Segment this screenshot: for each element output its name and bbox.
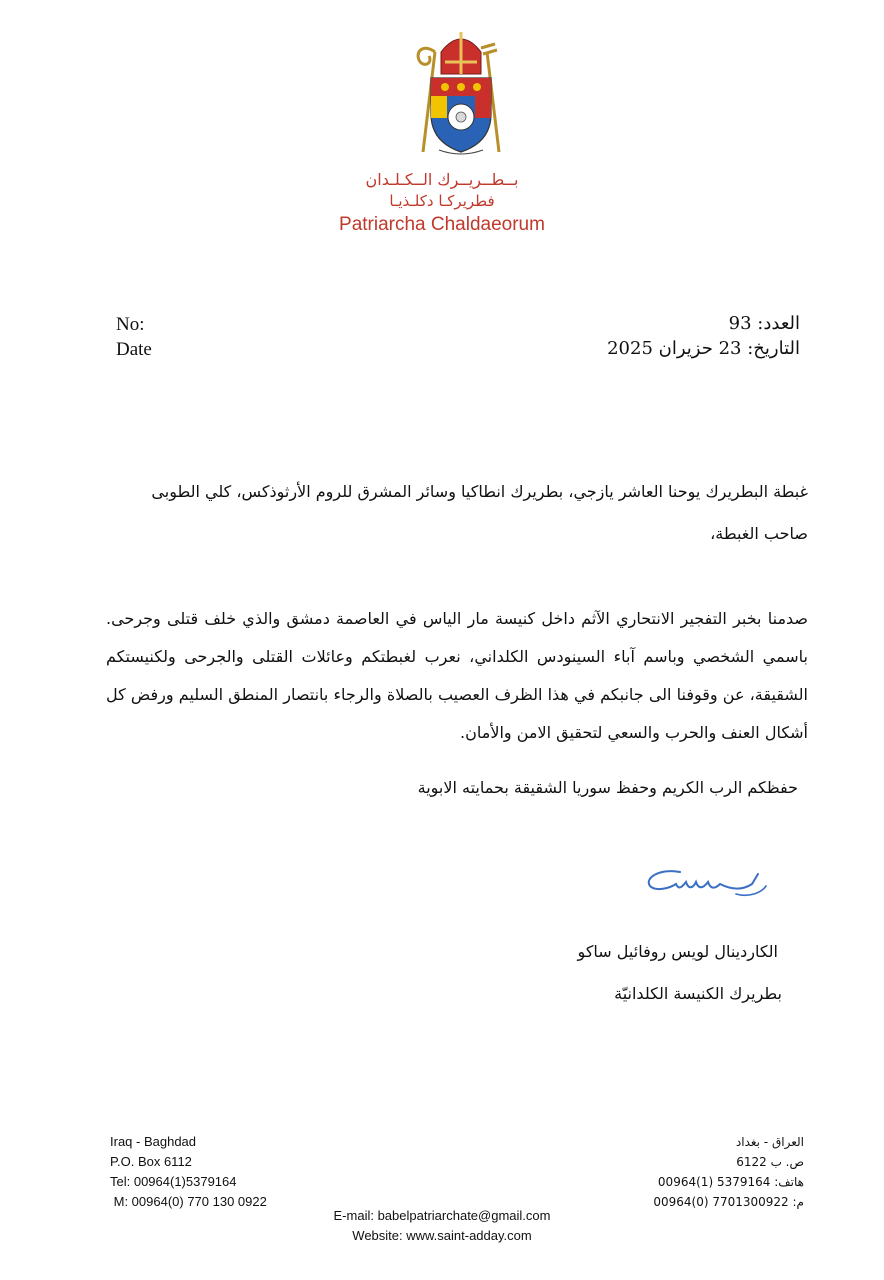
footer-contact-english — [110, 1132, 267, 1212]
footer-po-box: P.O. Box 6112 — [110, 1154, 192, 1169]
letter-date: التاريخ: 23 حزيران 2025 — [607, 338, 800, 359]
footer-email: E-mail: babelpatriarchate@gmail.com — [333, 1208, 551, 1223]
footer-city: Iraq - Baghdad — [110, 1134, 197, 1149]
date-label: Date — [116, 339, 152, 360]
letter-body-paragraph: صدمنا بخبر التفجير الانتحاري الآثم داخل كنيسة مار الياس في العاصمة دمشق والذي خلف قتلى وجرحى. باسمي الشخصي وباسم آباء السينودس الكلداني، نعرب لغبطتكم وعائلات القتلى والجرحى ولكنيستكم الشقيقة، عن وقوفنا الى جانبكم في هذا الظرف العصيب بالصلاة والرجاء بانتصار المنطق السليم ورفض كل أشكال العنف والحرب والسعي لتحقيق الامن والأمان. — [106, 609, 808, 742]
letterhead-syriac-title: فطريركـا دكلـذيـا — [389, 192, 495, 210]
letterhead-latin-title: Patriarcha Chaldaeorum — [339, 214, 545, 235]
footer-telephone-ar: هاتف: 5379164 (1)00964 — [657, 1175, 804, 1189]
footer-contact-arabic — [544, 1132, 804, 1212]
salutation: صاحب الغبطة، — [710, 524, 808, 543]
no-label: No: — [116, 314, 145, 335]
footer-telephone: Tel: 00964(1)5379164 — [110, 1174, 237, 1189]
footer-po-box-ar: ص. ب 6122 — [736, 1155, 804, 1169]
signatory-title: بطريرك الكنيسة الكلدانيّة — [614, 984, 782, 1003]
footer-mobile: M: 00964(0) 770 130 0922 — [110, 1194, 267, 1209]
letter-number: العدد: 93 — [728, 313, 800, 334]
addressee-line: غبطة البطريرك يوحنا العاشر يازجي، بطريرك انطاكيا وسائر المشرق للروم الأرثوذكس، كلي الطوبى — [151, 482, 808, 501]
patriarchal-crest-logo — [405, 22, 517, 162]
letterhead-arabic-title: بــطــريــرك الــكـلـدان — [365, 170, 519, 189]
footer-website: Website: www.saint-adday.com — [352, 1228, 532, 1243]
closing-blessing: حفظكم الرب الكريم وحفظ سوريا الشقيقة بحمايته الابوية — [417, 778, 798, 797]
handwritten-signature — [640, 858, 770, 908]
signatory-name: الكاردينال لويس روفائيل ساكو — [577, 942, 778, 961]
footer-city-ar: العراق - بغداد — [735, 1135, 804, 1149]
footer-mobile-ar: م: 7701300922 (0)00964 — [653, 1195, 804, 1209]
